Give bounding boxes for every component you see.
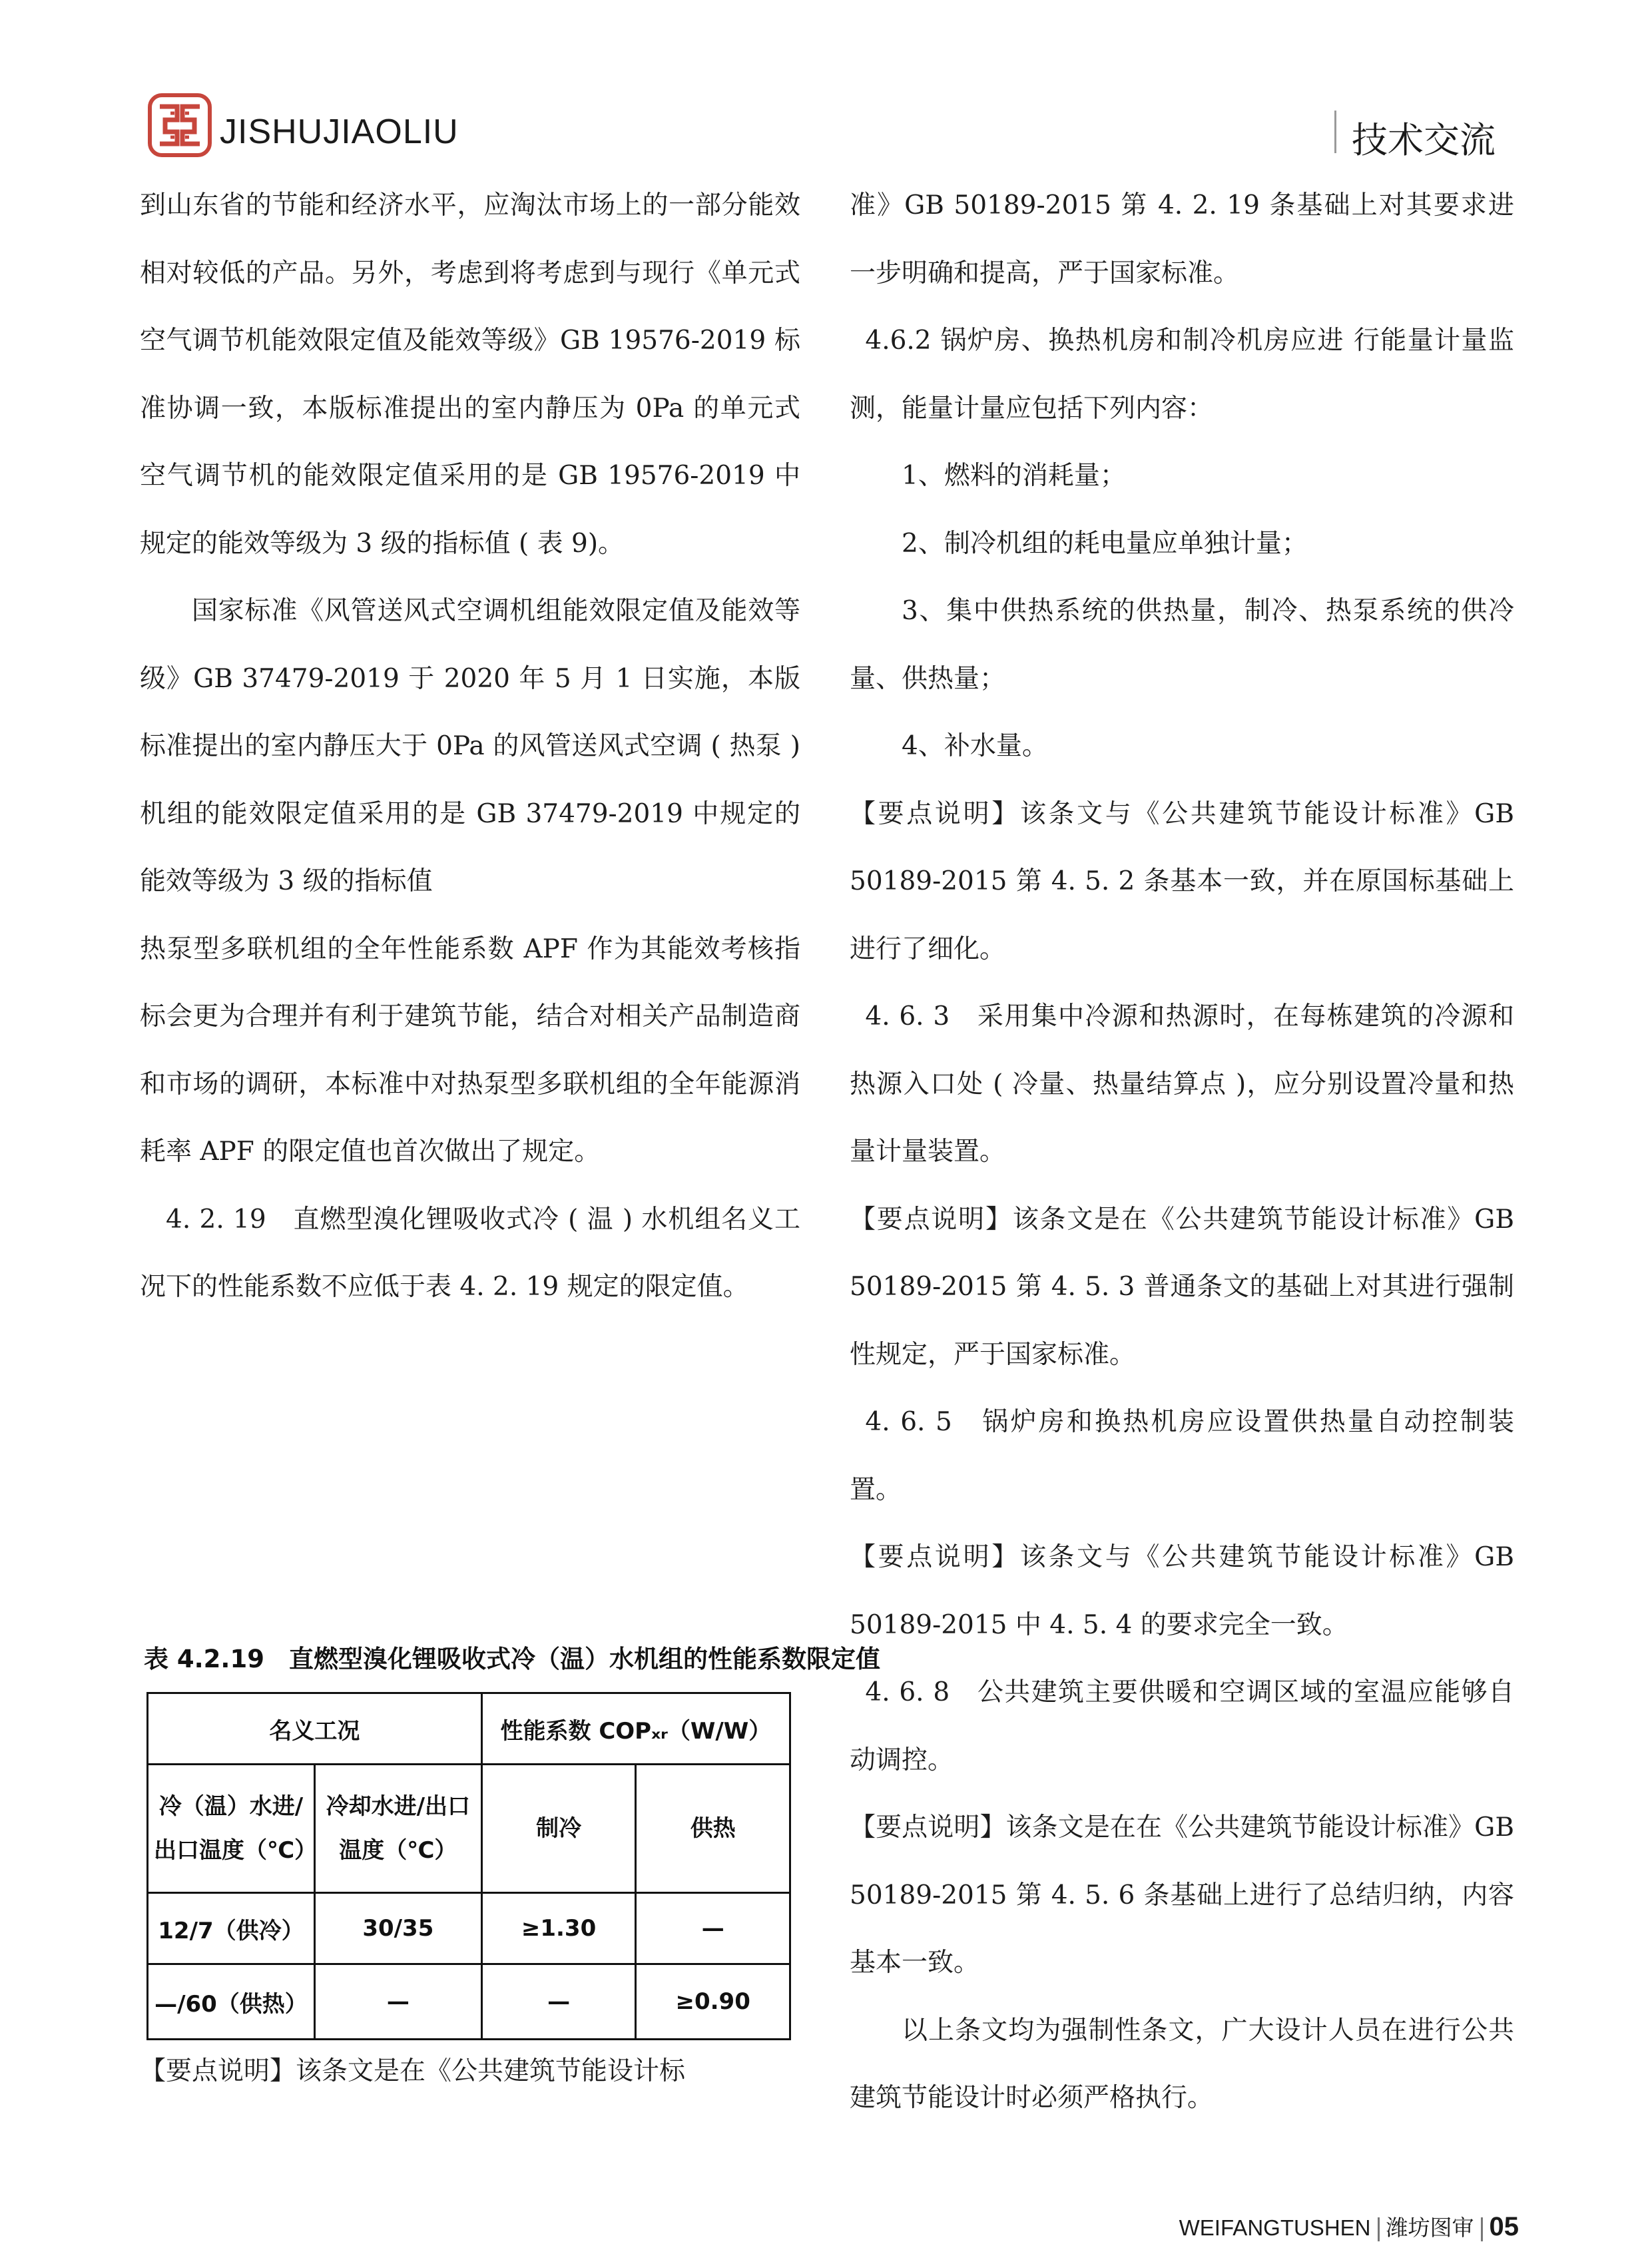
footer-divider xyxy=(1378,2217,1380,2241)
page-number: 05 xyxy=(1489,2212,1519,2241)
section-divider xyxy=(1334,111,1336,153)
cell-cop-cool: ≥1.30 xyxy=(481,1893,636,1964)
paragraph: 到山东省的节能和经济水平，应淘汰市场上的一部分能效相对较低的产品。另外，考虑到将考虑到与现行《单元式空气调节机能效限定值及能效等级》GB 19576-2019 标准协调一致，本版标准提出的室内静压为 0Pa 的单元式空气调节机的能效限定值采用的是 GB 19576-2019 中规定的能效等级为 3 级的指标值 ( 表 9)。 xyxy=(140,190,800,559)
list-item: 1、燃料的消耗量； xyxy=(902,461,1126,491)
footer-brand: WEIFANGTUSHEN xyxy=(1179,2215,1371,2240)
footer-name: 潍坊图审 xyxy=(1386,2215,1474,2240)
table-4-2-19 xyxy=(144,1635,880,2040)
header-cooling-water-temp: 冷却水进/出口温度（℃） xyxy=(314,1765,481,1893)
table-row xyxy=(148,1893,790,1964)
footer-divider xyxy=(1481,2217,1483,2241)
cop-limit-table xyxy=(146,1692,791,2040)
page-footer xyxy=(1179,2211,1519,2242)
paragraph: 国家标准《风管送风式空调机组能效限定值及能效等级》GB 37479-2019 于 2020 年 5 月 1 日实施，本版标准提出的室内静压大于 0Pa 的风管送风式空调 ( 热泵 ) 机组的能效限定值采用的是 GB 37479-2019 中规定的能效等级为 3 级的指标值 xyxy=(140,596,800,896)
cell-cop-cool: — xyxy=(481,1964,636,2040)
key-point-note: 【要点说明】该条文是在在《公共建筑节能设计标准》GB 50189-2015 第 4. 5. 6 条基础上进行了总结归纳，内容基本一致。 xyxy=(850,1813,1514,1978)
clause-4-6-8: 4. 6. 8 公共建筑主要供暖和空调区域的室温应能够自动调控。 xyxy=(850,1677,1514,1775)
header-heating: 供热 xyxy=(636,1765,790,1893)
list-item: 4、补水量。 xyxy=(902,731,1048,761)
key-point-note: 【要点说明】该条文是在《公共建筑节能设计标 xyxy=(140,2056,686,2086)
cell-cooling-water: — xyxy=(314,1964,481,2040)
list-item: 2、制冷机组的耗电量应单独计量； xyxy=(902,528,1308,559)
red-seal-logo-icon xyxy=(148,93,212,157)
cell-cop-heat: — xyxy=(636,1893,790,1964)
cell-water: —/60（供热） xyxy=(148,1964,315,2040)
clause-4-2-19: 4. 2. 19 直燃型溴化锂吸收式冷 ( 温 ) 水机组名义工况下的性能系数不应低于表 4. 2. 19 规定的限定值。 xyxy=(140,1204,800,1302)
cell-cop-heat: ≥0.90 xyxy=(636,1964,790,2040)
header-water-temp: 冷（温）水进/出口温度（℃） xyxy=(148,1765,315,1893)
clause-4-6-5: 4. 6. 5 锅炉房和换热机房应设置供热量自动控制装置。 xyxy=(850,1407,1514,1505)
paragraph: 准》GB 50189-2015 第 4. 2. 19 条基础上对其要求进一步明确和提高，严于国家标准。 xyxy=(850,190,1514,288)
paragraph: 热泵型多联机组的全年性能系数 APF 作为其能效考核指标会更为合理并有利于建筑节能，结合对相关产品制造商和市场的调研，本标准中对热泵型多联机组的全年能源消耗率 APF 的限定值也首次做出了规定。 xyxy=(140,934,800,1167)
key-point-note: 【要点说明】该条文是在《公共建筑节能设计标准》GB 50189-2015 第 4. 5. 3 普通条文的基础上对其进行强制性规定，严于国家标准。 xyxy=(850,1204,1514,1370)
header-nominal-condition: 名义工况 xyxy=(148,1693,482,1765)
cell-cooling-water: 30/35 xyxy=(314,1893,481,1964)
clause-4-6-3: 4. 6. 3 采用集中冷源和热源时，在每栋建筑的冷源和热源入口处 ( 冷量、热量结算点 )，应分别设置冷量和热量计量装置。 xyxy=(850,1001,1514,1167)
brand-name: JISHUJIAOLIU xyxy=(220,113,459,151)
cell-water: 12/7（供冷） xyxy=(148,1893,315,1964)
header-cooling: 制冷 xyxy=(481,1765,636,1893)
left-column xyxy=(140,172,800,1321)
header-cop: 性能系数 COPₓᵣ（W/W） xyxy=(481,1693,790,1765)
key-point-note: 【要点说明】该条文与《公共建筑节能设计标准》GB 50189-2015 中 4. 5. 4 的要求完全一致。 xyxy=(850,1542,1514,1640)
key-point-note: 【要点说明】该条文与《公共建筑节能设计标准》GB 50189-2015 第 4. 5. 2 条基本一致，并在原国标基础上进行了细化。 xyxy=(850,798,1514,964)
right-column xyxy=(850,172,1514,2132)
table-row xyxy=(148,1964,790,2040)
table-title: 表 4.2.19 直燃型溴化锂吸收式冷（温）水机组的性能系数限定值 xyxy=(144,1645,880,1673)
closing-paragraph: 以上条文均为强制性条文，广大设计人员在进行公共建筑节能设计时必须严格执行。 xyxy=(850,2015,1514,2113)
list-item: 3、集中供热系统的供热量，制冷、热泵系统的供冷量、供热量； xyxy=(850,596,1514,694)
section-title: 技术交流 xyxy=(1352,119,1496,161)
clause-4-6-2: 4.6.2 锅炉房、换热机房和制冷机房应进 行能量计量监测，能量计量应包括下列内容： xyxy=(850,326,1514,423)
